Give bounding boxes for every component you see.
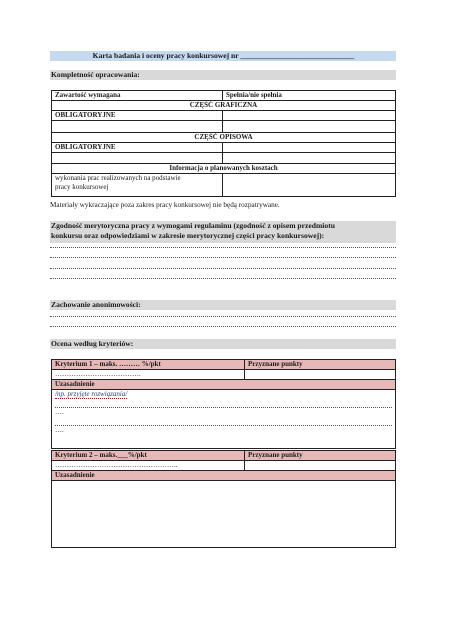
- costs-section: Informacja o planowanych kosztach: [52, 164, 396, 174]
- criterion-2-points-value[interactable]: [245, 461, 396, 471]
- anonymity-heading: Zachowanie anonimowości:: [50, 300, 396, 310]
- criterion-1-example: /np. przyjęte rozwiązania/: [55, 390, 128, 398]
- anonymity-line[interactable]: [50, 314, 396, 317]
- criterion-2-points-label: Przyznane punkty: [245, 451, 396, 461]
- criteria-heading: Ocena według kryteriów:: [50, 339, 396, 349]
- compliance-line[interactable]: [50, 266, 396, 269]
- compliance-heading-line-2: konkursu oraz odpowiedziami w zakresie merytorycznej części pracy konkursowej):: [51, 231, 325, 240]
- criterion-1-points-label: Przyznane punkty: [245, 360, 396, 370]
- col-required-content: Zawartość wymagana: [52, 91, 223, 101]
- descriptive-empty-row: [52, 153, 223, 164]
- graphic-empty-value[interactable]: [223, 121, 396, 133]
- descriptive-section: CZĘŚĆ OPISOWA: [52, 133, 396, 143]
- graphic-section: CZĘŚĆ GRAFICZNA: [52, 101, 396, 111]
- criterion-1-justification-box[interactable]: [52, 390, 396, 449]
- graphic-required: OBLIGATORYJNE: [52, 111, 223, 121]
- costs-value[interactable]: [223, 174, 396, 197]
- descriptive-empty-value[interactable]: [223, 153, 396, 164]
- criterion-2-justification-box[interactable]: [52, 481, 396, 548]
- compliance-heading: [50, 221, 396, 243]
- descriptive-required-value[interactable]: [223, 143, 396, 153]
- criterion-2-justification-label: Uzasadnienie: [52, 471, 396, 481]
- compliance-line[interactable]: [50, 245, 396, 248]
- justification-ellipsis: ….: [55, 408, 64, 416]
- justification-line: [55, 399, 392, 408]
- descriptive-required: OBLIGATORYJNE: [52, 143, 223, 153]
- anonymity-line[interactable]: [50, 324, 396, 327]
- note-text: Materiały wykraczające poza zakres pracy konkursowej nie będą rozpatrywane.: [50, 201, 280, 209]
- costs-line-1: wykonania prac realizowanych na podstawie: [55, 174, 181, 182]
- criterion-2-value[interactable]: ……………………………………………..: [52, 461, 245, 471]
- completeness-table: [51, 90, 396, 197]
- compliance-heading-line-1: Zgodność merytoryczna pracy z wymogami regulaminu (zgodność z opisem przedmiotu: [51, 221, 335, 230]
- graphic-required-value[interactable]: [223, 111, 396, 121]
- justification-line: [55, 417, 392, 426]
- compliance-line[interactable]: [50, 255, 396, 258]
- criterion-1-table: [51, 359, 396, 449]
- compliance-line[interactable]: [50, 276, 396, 279]
- costs-description: [52, 174, 223, 197]
- col-fulfills: Spełnia/nie spełnia: [223, 91, 396, 101]
- graphic-empty-row: [52, 121, 223, 133]
- criterion-1-label: Kryterium 1 – maks. ……… %/pkt: [52, 360, 245, 370]
- criterion-1-justification-label: Uzasadnienie: [52, 380, 396, 390]
- criterion-2-label: Kryterium 2 – maks.___%/pkt: [52, 451, 245, 461]
- criterion-1-points-value[interactable]: [245, 370, 396, 380]
- criterion-1-value[interactable]: ……………………………….: [52, 370, 245, 380]
- justification-ellipsis: ….: [55, 426, 64, 434]
- criterion-2-table: [51, 450, 396, 548]
- document-title: Karta badania i oceny pracy konkursowej nr ______________________________: [50, 51, 396, 61]
- completeness-heading: Kompletność opracowania:: [50, 70, 396, 80]
- costs-line-2: pracy konkursowej: [55, 183, 109, 191]
